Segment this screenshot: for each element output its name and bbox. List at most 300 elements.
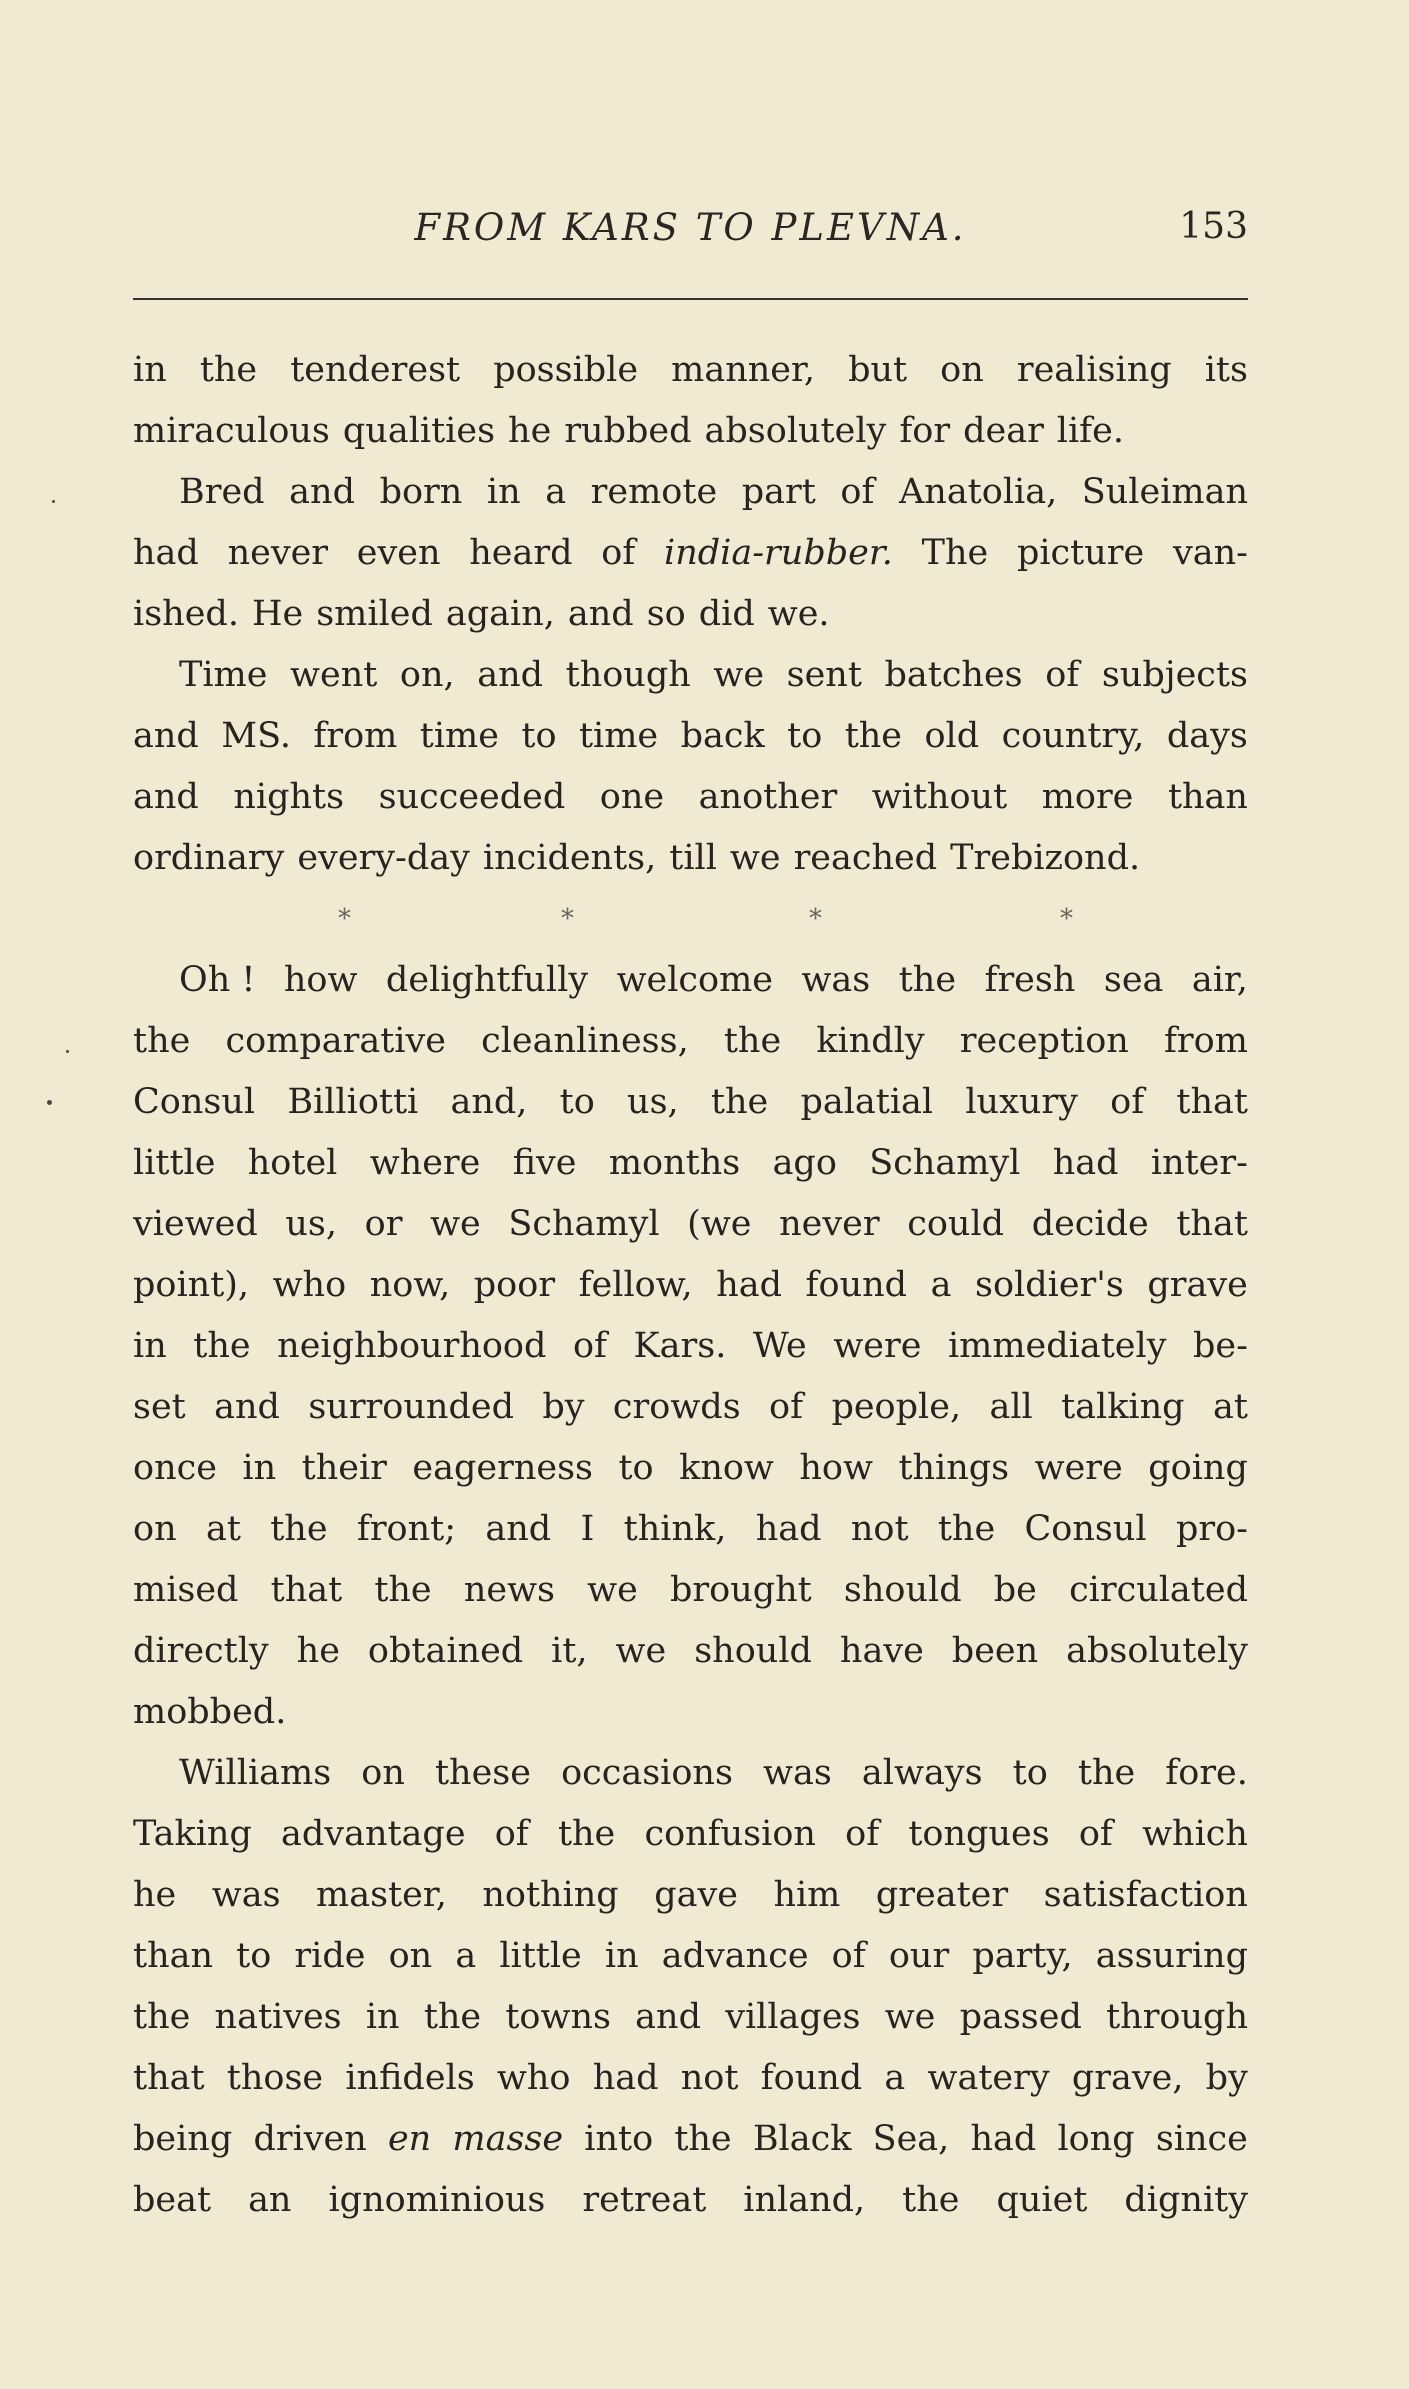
word: we [729, 838, 781, 878]
word: Sea, [872, 2119, 950, 2159]
word: watery [927, 2058, 1050, 2098]
word: not [680, 2058, 739, 2098]
word: subjects [1101, 655, 1248, 695]
word: we. [767, 594, 830, 634]
word: he [508, 411, 552, 451]
word: the [898, 960, 957, 1000]
word: possible [493, 350, 639, 390]
word: or [364, 1204, 403, 1244]
word: that [133, 2058, 205, 2098]
word: could [907, 1204, 1005, 1244]
text-line [133, 2170, 1248, 2231]
word: Suleiman [1081, 472, 1248, 512]
word: the [1077, 1753, 1136, 1793]
word: the [902, 2180, 960, 2220]
word: obtained [367, 1631, 524, 1671]
word: the [937, 1509, 996, 1549]
word: decide [1031, 1204, 1149, 1244]
word: were [1034, 1448, 1123, 1488]
word: manner, [671, 350, 816, 390]
word: its [1204, 350, 1248, 390]
word: which [1142, 1814, 1248, 1854]
section-break-ornament [133, 889, 1248, 950]
word: to [521, 716, 557, 756]
word: and [477, 655, 544, 695]
text-line [133, 1865, 1248, 1926]
word: one [599, 777, 665, 817]
word: the [133, 1021, 191, 1061]
word: was [801, 960, 871, 1000]
word: had [592, 2058, 659, 2098]
word: to [618, 1448, 654, 1488]
word: Black [752, 2119, 852, 2159]
word: months [608, 1143, 741, 1183]
word: had [755, 1509, 822, 1549]
word: even [356, 533, 441, 573]
word: the [133, 1997, 191, 2037]
word: dear [963, 411, 1044, 451]
word: and [133, 716, 199, 756]
word: us, [627, 1082, 679, 1122]
text-line [133, 706, 1248, 767]
word: mobbed. [133, 1692, 287, 1732]
word: Time [179, 655, 268, 695]
word: on [361, 1753, 405, 1793]
word: than [133, 1936, 214, 1976]
word: talking [1061, 1387, 1185, 1427]
word: quiet [996, 2180, 1088, 2220]
word: grave [1147, 1265, 1248, 1305]
word: been [951, 1631, 1039, 1671]
word: tenderest [290, 350, 461, 390]
word: know [679, 1448, 774, 1488]
word: through [1106, 1997, 1248, 2037]
word: gave [654, 1875, 738, 1915]
word: till [669, 838, 717, 878]
word: picture [1016, 533, 1145, 573]
word: time [419, 716, 499, 756]
word: satisfaction [1043, 1875, 1248, 1915]
word: ordinary [133, 838, 285, 878]
word: going [1148, 1448, 1248, 1488]
word: born [379, 472, 463, 512]
word: He [251, 594, 304, 634]
word: he [133, 1875, 177, 1915]
print-speck [47, 1100, 52, 1105]
word: on [133, 1509, 177, 1549]
word: and [214, 1387, 280, 1427]
word: that [1176, 1204, 1248, 1244]
word: MS. [221, 716, 291, 756]
running-title: FROM KARS TO PLEVNA. [414, 206, 967, 249]
word: mised [133, 1570, 239, 1610]
word: that [1176, 1082, 1248, 1122]
word: We [752, 1326, 807, 1366]
word: the [374, 1570, 432, 1610]
word: smiled [316, 594, 433, 634]
text-line [133, 1011, 1248, 1072]
word: succeeded [378, 777, 566, 817]
text-line [133, 1560, 1248, 1621]
word: to [559, 1082, 595, 1122]
word: I [580, 1509, 595, 1549]
word: ago [772, 1143, 837, 1183]
word: luxury [965, 1082, 1078, 1122]
word: was [211, 1875, 281, 1915]
word: van- [1172, 533, 1248, 573]
word: of [769, 1387, 804, 1427]
word: than [1167, 777, 1248, 817]
text-line [133, 523, 1248, 584]
word: little [133, 1143, 216, 1183]
word: en [387, 2119, 432, 2159]
word: sea [1103, 960, 1164, 1000]
word: we [615, 1631, 667, 1671]
word: our [888, 1936, 950, 1976]
word: immediately [947, 1326, 1167, 1366]
word: had [1052, 1143, 1119, 1183]
word: the [844, 716, 903, 756]
word: be [993, 1570, 1037, 1610]
word: life. [1056, 411, 1124, 451]
word: was [763, 1753, 832, 1793]
word: had [970, 2119, 1037, 2159]
word: of [845, 1814, 880, 1854]
word: remote [590, 472, 718, 512]
word: advance [661, 1936, 809, 1976]
word: (we [687, 1204, 752, 1244]
word: towns [505, 1997, 611, 2037]
word: party, [972, 1936, 1073, 1976]
page-number: 153 [1179, 206, 1248, 247]
word: country, [1001, 716, 1145, 756]
word: fellow, [578, 1265, 693, 1305]
ornament-asterisk: * [1060, 904, 1073, 934]
word: a [930, 1265, 952, 1305]
word: without [871, 777, 1008, 817]
word: of [601, 533, 636, 573]
word: tongues [908, 1814, 1050, 1854]
print-speck [66, 1050, 69, 1053]
word: master, [316, 1875, 447, 1915]
word: from [313, 716, 398, 756]
word: at [1212, 1387, 1248, 1427]
word: from [1163, 1021, 1248, 1061]
word: him [773, 1875, 841, 1915]
word: he [296, 1631, 340, 1671]
word: of [1078, 1814, 1113, 1854]
word: and [485, 1509, 552, 1549]
text-line [133, 2048, 1248, 2109]
word: found [805, 1265, 908, 1305]
word: Kars. [633, 1326, 727, 1366]
word: things [898, 1448, 1010, 1488]
word: how [283, 960, 358, 1000]
word: the [199, 350, 258, 390]
word: in [242, 1448, 277, 1488]
word: who [272, 1265, 347, 1305]
word: where [369, 1143, 481, 1183]
word: since [1155, 2119, 1248, 2159]
word: sent [786, 655, 862, 695]
text-line [133, 1804, 1248, 1865]
word: long [1057, 2119, 1135, 2159]
word: Billiotti [287, 1082, 419, 1122]
word: the [710, 1082, 769, 1122]
word: never [779, 1204, 880, 1244]
word: found [760, 2058, 863, 2098]
word: by [542, 1387, 585, 1427]
text-line [133, 401, 1248, 462]
word: passed [959, 1997, 1082, 2037]
word: old [924, 716, 980, 756]
word: we [430, 1204, 481, 1244]
word: heard [469, 533, 573, 573]
word: who [496, 2058, 571, 2098]
word: delightfully [385, 960, 589, 1000]
word: being [133, 2119, 233, 2159]
word: more [1041, 777, 1134, 817]
word: the [674, 2119, 732, 2159]
word: an [248, 2180, 292, 2220]
word: nothing [482, 1875, 619, 1915]
word: realising [1016, 350, 1172, 390]
word: infidels [345, 2058, 475, 2098]
word: now, [369, 1265, 451, 1305]
word: poor [473, 1265, 556, 1305]
running-head [133, 206, 1248, 266]
text-line [133, 1438, 1248, 1499]
word: set [133, 1387, 186, 1427]
text-line [133, 1926, 1248, 1987]
word: the [723, 1021, 782, 1061]
text-line [133, 584, 1248, 645]
text-line [133, 645, 1248, 706]
word: retreat [582, 2180, 707, 2220]
word: of [572, 1326, 607, 1366]
word: on [388, 1936, 433, 1976]
word: on [940, 350, 984, 390]
text-line [133, 1194, 1248, 1255]
word: inland, [743, 2180, 866, 2220]
word: masse [452, 2119, 564, 2159]
word: we [713, 655, 765, 695]
word: though [565, 655, 691, 695]
word: the [423, 1997, 482, 2037]
word: advantage [281, 1814, 466, 1854]
word: in [133, 1326, 167, 1366]
word: we [587, 1570, 638, 1610]
word: inter- [1150, 1143, 1248, 1183]
word: five [512, 1143, 577, 1183]
word: brought [669, 1570, 812, 1610]
word: those [226, 2058, 324, 2098]
text-line [133, 950, 1248, 1011]
word: front; [356, 1509, 457, 1549]
word: of [494, 1814, 529, 1854]
word: Bred [179, 472, 265, 512]
word: neighbourhood [277, 1326, 547, 1366]
text-line [133, 462, 1248, 523]
word: in [133, 350, 167, 390]
print-speck [52, 500, 55, 503]
word: it, [551, 1631, 588, 1671]
word: reception [959, 1021, 1129, 1061]
word: how [799, 1448, 873, 1488]
word: a [455, 1936, 477, 1976]
word: were [833, 1326, 922, 1366]
word: The [921, 533, 989, 573]
word: absolutely [704, 411, 887, 451]
word: driven [253, 2119, 367, 2159]
word: and [567, 594, 634, 634]
ornament-asterisk: * [809, 904, 822, 934]
word: their [301, 1448, 387, 1488]
word: into [584, 2119, 654, 2159]
word: news [463, 1570, 555, 1610]
word: confusion [644, 1814, 816, 1854]
word: qualities [342, 411, 496, 451]
word: every-day [297, 838, 470, 878]
text-line [133, 1621, 1248, 1682]
word: Schamyl [508, 1204, 660, 1244]
word: part [741, 472, 816, 512]
header-rule [133, 298, 1248, 300]
word: of [1110, 1082, 1145, 1122]
text-line [133, 1133, 1248, 1194]
word: be- [1193, 1326, 1248, 1366]
ornament-asterisk: * [561, 904, 574, 934]
word: have [839, 1631, 924, 1671]
text-line [133, 2109, 1248, 2170]
word: Oh ! [179, 960, 256, 1000]
word: cleanliness, [481, 1021, 689, 1061]
word: so [646, 594, 686, 634]
word: at [205, 1509, 241, 1549]
word: by [1205, 2058, 1248, 2098]
word: in [604, 1936, 639, 1976]
word: eagerness [412, 1448, 593, 1488]
word: the [270, 1509, 328, 1549]
word: point), [133, 1265, 250, 1305]
word: greater [875, 1875, 1009, 1915]
word: but [848, 350, 908, 390]
word: of [840, 472, 875, 512]
word: comparative [225, 1021, 446, 1061]
word: Anatolia, [899, 472, 1058, 512]
word: crowds [612, 1387, 741, 1427]
word: and [635, 1997, 701, 2037]
word: a [884, 2058, 906, 2098]
word: all [989, 1387, 1033, 1427]
word: incidents, [482, 838, 657, 878]
word: of [1045, 655, 1080, 695]
word: rubbed [564, 411, 692, 451]
text-line [133, 340, 1248, 401]
word: india-rubber. [664, 533, 893, 573]
word: to [787, 716, 823, 756]
word: always [861, 1753, 983, 1793]
word: assuring [1095, 1936, 1248, 1976]
word: us, [285, 1204, 338, 1244]
word: to [236, 1936, 272, 1976]
word: Williams [179, 1753, 332, 1793]
word: in [365, 1997, 400, 2037]
word: air, [1191, 960, 1248, 1000]
word: hotel [247, 1143, 338, 1183]
text-line [133, 1987, 1248, 2048]
text-line [133, 1255, 1248, 1316]
ornament-asterisk: * [338, 904, 351, 934]
word: never [227, 533, 329, 573]
word: the [557, 1814, 616, 1854]
word: and, [450, 1082, 528, 1122]
word: directly [133, 1631, 269, 1671]
word: should [843, 1570, 962, 1610]
word: ignominious [328, 2180, 546, 2220]
word: in [486, 472, 521, 512]
word: grave, [1071, 2058, 1184, 2098]
text-line [133, 1499, 1248, 1560]
word: think, [623, 1509, 727, 1549]
word: to [1012, 1753, 1048, 1793]
text-line [133, 1072, 1248, 1133]
word: and [289, 472, 355, 512]
word: of [831, 1936, 866, 1976]
word: fore. [1165, 1753, 1248, 1793]
text-line [133, 828, 1248, 889]
word: went [290, 655, 378, 695]
word: should [694, 1631, 812, 1671]
word: ride [294, 1936, 366, 1976]
text-line [133, 1316, 1248, 1377]
word: people, [831, 1387, 962, 1427]
word: soldier's [975, 1265, 1124, 1305]
word: miraculous [133, 411, 330, 451]
word: did [698, 594, 755, 634]
text-line [133, 1743, 1248, 1804]
word: reached [793, 838, 938, 878]
word: on, [399, 655, 455, 695]
text-line [133, 767, 1248, 828]
word: Consul [1024, 1509, 1147, 1549]
word: absolutely [1066, 1631, 1248, 1671]
word: surrounded [308, 1387, 514, 1427]
word: again, [445, 594, 555, 634]
word: had [133, 533, 199, 573]
word: nights [233, 777, 345, 817]
word: these [434, 1753, 531, 1793]
text-line [133, 1377, 1248, 1438]
word: a [545, 472, 567, 512]
word: for [899, 411, 951, 451]
word: dignity [1124, 2180, 1248, 2220]
word: natives [214, 1997, 342, 2037]
word: that [270, 1570, 343, 1610]
word: beat [133, 2180, 212, 2220]
word: palatial [800, 1082, 934, 1122]
word: circulated [1069, 1570, 1248, 1610]
word: pro- [1175, 1509, 1248, 1549]
word: days [1166, 716, 1248, 756]
word: the [193, 1326, 251, 1366]
word: Taking [133, 1814, 252, 1854]
word: villages [725, 1997, 861, 2037]
word: once [133, 1448, 217, 1488]
word: little [499, 1936, 582, 1976]
word: back [680, 716, 765, 756]
word: welcome [616, 960, 774, 1000]
